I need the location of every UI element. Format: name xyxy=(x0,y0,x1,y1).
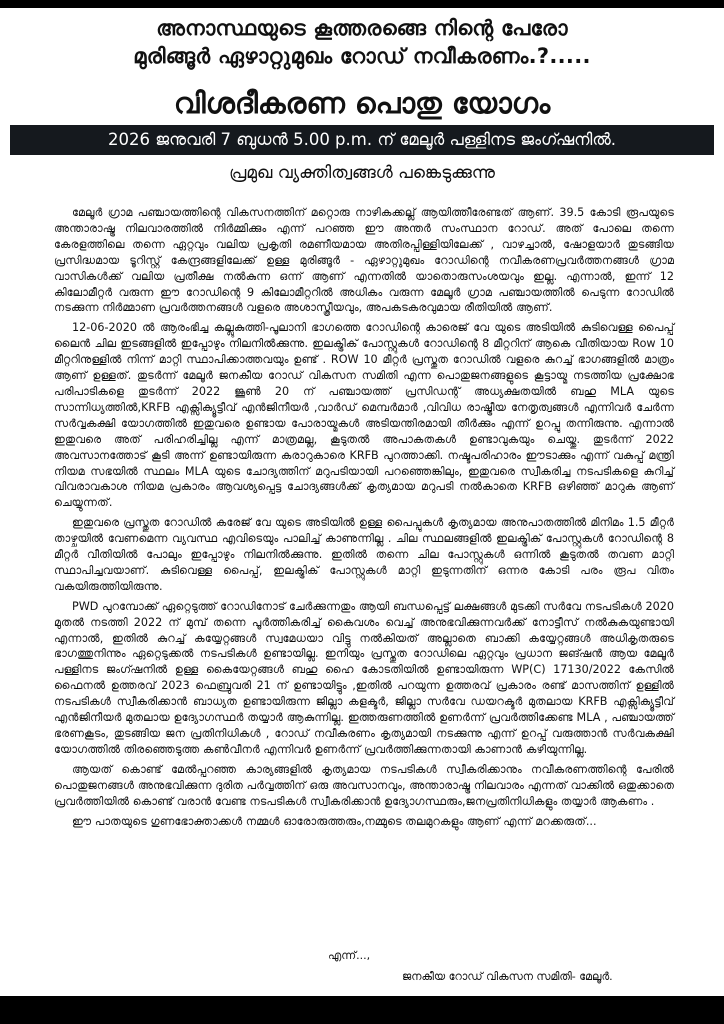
paragraph: ഈ പാതയുടെ ഗുണഭോക്താക്കൾ നമ്മൾ ഓരോരുത്തരും,നമ്മുടെ തലമുറകളും ആണ് എന്ന് മറക്കരുത്... xyxy=(72,814,597,828)
notice-body xyxy=(54,205,674,831)
event-banner: 2026 ജനുവരി 7 ബുധൻ 5.00 p.m. ന് മേലൂർ പള്ളിനട ജംഗ്ഷനിൽ. xyxy=(10,125,714,155)
page-title: വിശദീകരണ പൊതു യോഗം xyxy=(173,86,551,120)
top-border xyxy=(0,0,724,8)
subtitle: പ്രമുഖ വ്യക്തിത്വങ്ങൾ പങ്കെടുക്കുന്നു xyxy=(229,163,495,183)
paragraph: 12-06-2020 ൽ ആരംഭിച്ച കല്ലുകുത്തി-പൂലാനി ഭാഗത്തെ റോഡിന്റെ കാരെജ് വേ യുടെ അടിയിൽ കുടിവെള്ള പൈപ്പ് ലൈൻ ചില ഇടങ്ങളിൽ ഇപ്പോഴും നിലനിൽക്കുന്നു. ഇലക്ട്രിക് പോസ്റ്റുകൾ റോഡിന്റെ 8 മീറ്ററിന് ആകെ വീതിയായ Row 10 മീറ്ററിനുള്ളിൽ നിന്ന് മാറ്റി സ്ഥാപിക്കാത്തവയും ഉണ്ട് . ROW 10 മീറ്റർ പ്രസ്തുത റോഡിൽ വളരെ കുറച്ച് ഭാഗങ്ങളിൽ മാത്രം ആണ് ഉള്ളത്. തുടർന്ന് മേലൂർ ജനകീയ റോഡ് വികസന സമിതി എന്ന പൊതുജനങ്ങളുടെ കൂട്ടായ്മ നടത്തിയ പ്രക്ഷോഭ പരിപാടികളെ തുടർന്ന് 2022 ജൂൺ 20 ന് പഞ്ചായത്ത് പ്രസിഡന്റ് അധ്യക്ഷതയിൽ ബഹു MLA യുടെ സാന്നിധ്യത്തിൽ,KRFB എക്സിക്യൂട്ടീവ് എൻജിനീയർ ,വാർഡ് മെമ്പർമാർ ,വിവിധ രാഷ്ട്രീയ നേതൃത്വങ്ങൾ എന്നിവർ ചേർന്ന സർവ്വകക്ഷി യോഗത്തിൽ ഇതുവരെ ഉണ്ടായ പോരായ്മകൾ അടിയന്തിരമായി തീർക്കും എന്ന് ഉറപ്പു തന്നിരുന്നു. എന്നാൽ ഇതുവരെ അത് പരിഹരിച്ചില്ല എന്ന് മാത്രമല്ല, കൂടുതൽ അപാകതകൾ ഉണ്ടാവുകയും ചെയ്തു. തുടർന്ന് 2022 അവസാനത്തോട് കൂടി അന്ന് ഉണ്ടായിരുന്ന കരാറുകാരെ KRFB പുറത്താക്കി. നഷ്ടപരിഹാരം ഈടാക്കും എന്ന് വകുപ്പ് മന്ത്രി നിയമ സഭയിൽ സ്ഥലം MLA യുടെ ചോദ്യത്തിന് മറുപടിയായി പറഞ്ഞെങ്കിലും, ഇതുവരെ സ്വീകരിച്ച നടപടികളെ കുറിച്ച് വിവരാവകാശ നിയമ പ്രകാരം ആവശ്യപ്പെട്ട ചോദ്യങ്ങൾക്ക് കൃത്യമായ മറുപടി നൽകാതെ KRFB ഒഴിഞ്ഞ് മാറുക ആണ് ചെയ്യുന്നത്. xyxy=(54,321,674,510)
paragraph: ഇതുവരെ പ്രസ്തുത റോഡിൽ കരേജ് വേ യുടെ അടിയിൽ ഉള്ള പൈപ്പുകൾ കൃത്യമായ അനുപാതത്തിൽ മിനിമം 1.5 മീറ്റർ താഴ്ചയിൽ വേണമെന്ന വ്യവസ്ഥ എവിടെയും പാലിച്ച് കാണുന്നില്ല . ചില സ്ഥലങ്ങളിൽ ഇലക്ട്രിക് പോസ്റ്റുകൾ റോഡിന്റെ 8 മീറ്റർ വീതിയിൽ പോലും ഇപ്പോഴും നിലനിൽക്കുന്നു. ഇതിൽ തന്നെ ചില പോസ്റ്റുകൾ ഒന്നിൽ കൂടുതൽ തവണ മാറ്റി സ്ഥാപിച്ചവയാണ്. കുടിവെള്ള പൈപ്പ്, ഇലക്ട്രിക് പോസ്റ്റുകൾ മാറ്റി ഇടുന്നതിന് ഒന്നര കോടി പരം രൂപ വിതം വകയിരുത്തിയിരുന്നു. xyxy=(54,516,674,593)
signoff-salutation: എന്ന്..., xyxy=(328,949,371,962)
paragraph: ആയത് കൊണ്ട് മേൽപ്പറഞ്ഞ കാര്യങ്ങളിൽ കൃത്യമായ നടപടികൾ സ്വീകരിക്കാനും നവീകരണത്തിന്റെ പേരിൽ പൊതുജനങ്ങൾ അനുഭവിക്കുന്ന ദുരിത പർവ്വത്തിന് ഒരു അവസാനവും, അന്താരാഷ്ട്ര നിലവാരം എന്നത് വാക്കിൽ ഒതുക്കാതെ പ്രവർത്തിയിൽ കൊണ്ട് വരാൻ വേണ്ട നടപടികൾ സ്വീകരിക്കാൻ ഉദ്യോഗസ്ഥരും,ജനപ്രതിനിധികളും തയ്യാർ ആകണം . xyxy=(54,762,674,808)
header-line-2: മുരിങ്ങൂർ ഏഴാറ്റുമുഖം റോഡ് നവീകരണം.?..... xyxy=(133,44,591,68)
header-lines xyxy=(0,14,724,70)
bottom-border xyxy=(0,996,724,1024)
paragraph: PWD പുറമ്പോക്ക് ഏറ്റെടുത്ത് റോഡിനോട് ചേർക്കുന്നതും ആയി ബന്ധപ്പെട്ട് ലക്ഷങ്ങൾ മുടക്കി സർവേ നടപടികൾ 2020 മുതൽ നടത്തി 2022 ന് മുമ്പ് തന്നെ പൂർത്തികരിച്ച് കൈവശം വെച്ച് അനുഭവിക്കുന്നവർക്ക് നോട്ടീസ് നൽകുകയുണ്ടായി എന്നാൽ, ഇതിൽ കുറച്ച് കയ്യേറ്റങ്ങൾ സ്വമേധയാ വിട്ടു നൽകിയത് അല്ലാതെ ബാക്കി കയ്യേറ്റങ്ങൾ അധികൃതരുടെ ഭാഗത്തുനിന്നും ഏറ്റെടുക്കൽ നടപടികൾ ഉണ്ടായില്ല. ഇനിയും പ്രസ്തുത റോഡിലെ ഏറ്റവും പ്രധാന ജങ്ഷൻ ആയ മേലൂർ പള്ളിനട ജംഗ്ഷനിൽ ഉള്ള കൈയേറ്റങ്ങൾ ബഹു ഹൈ കോടതിയിൽ ഉണ്ടായിരുന്ന WP(C) 17130/2022 കേസിൽ ഫൈനൽ ഉത്തരവ് 2023 ഫെബ്രുവരി 21 ന് ഉണ്ടായിട്ടും ,ഇതിൽ പറയുന്ന ഉത്തരവ് പ്രകാരം രണ്ട് മാസത്തിന് ഉള്ളിൽ നടപടികൾ സ്വീകരിക്കാൻ ബാധ്യത ഉണ്ടായിരുന്ന ജില്ലാ കളക്ടർ, ജില്ലാ സർവേ ഡയറക്ടർ മുതലായ KRFB എക്സിക്യൂട്ടീവ് എൻജിനീയർ മുതലായ ഉദ്യോഗസ്ഥർ തയ്യാർ ആകുന്നില്ല. ഇത്തരുണത്തിൽ ഉണർന്ന് പ്രവർത്തിക്കേണ്ട MLA , പഞ്ചായത്ത് ഭരണകൂടം, തുടങ്ങിയ ജന പ്രതിനിധികൾ , റോഡ് നവീകരണം കൃത്യമായി നടക്കുന്നു എന്ന് ഉറപ്പ് വരുത്താൻ സർവകക്ഷി യോഗത്തിൽ തിരഞ്ഞെടുത്ത കൺവീനർ എന്നിവർ ഉണർന്ന് പ്രവർത്തിക്കുന്നതായി കാണാൻ കഴിയുന്നില്ല. xyxy=(54,599,674,756)
signoff-organization: ജനകീയ റോഡ് വികസന സമിതി- മേലൂർ. xyxy=(402,970,613,983)
header-line-1: അനാസ്ഥയുടെ കൂത്തരങ്ങെ നിന്റെ പേരോ xyxy=(156,16,568,40)
paragraph: മേലൂർ ഗ്രാമ പഞ്ചായത്തിന്റെ വികസനത്തിന് മറ്റൊരു നാഴികക്കല്ല് ആയിത്തീരേണ്ടത് ആണ്. 39.5 കോടി രൂപയുടെ അന്താരാഷ്ട്ര നിലവാരത്തിൽ നിർമ്മിക്കും എന്ന് പറഞ്ഞ ഈ അന്തർ സംസ്ഥാന റോഡ്. അത് പോലെ തന്നെ കേരളത്തിലെ തന്നെ ഏറ്റവും വലിയ പ്രകൃതി രമണീയമായ അതിരപ്പിള്ളിയിലേക്ക് , വാഴച്ചാൽ, ഷോളയാർ തുടങ്ങിയ പ്രസിദ്ധമായ ടൂറിസ്റ്റ് കേന്ദ്രങ്ങളിലേക്ക് ഉള്ള മുരിങ്ങൂർ - ഏഴാറ്റുമുഖം റോഡിന്റെ നവീകരണപ്രവർത്തനങ്ങൾ ഗ്രാമ വാസികൾക്ക് വലിയ പ്രതീക്ഷ നൽകുന്ന ഒന്ന് ആണ് എന്നതിൽ യാതൊരുസംശയവും ഇല്ല. എന്നാൽ, ഇന്ന് 12 കിലോമീറ്റർ വരുന്ന ഈ റോഡിന്റെ 9 കിലോമീറ്ററിൽ അധികം വരുന്ന മേലൂർ ഗ്രാമ പഞ്ചായത്തിൽ പെടുന്ന റോഡിൽ നടക്കുന്ന നിർമ്മാണ പ്രവർത്തനങ്ങൾ വളരെ അശാസ്ത്രീയവും, അപകടകരവുമായ രീതിയിൽ ആണ്. xyxy=(54,206,674,315)
